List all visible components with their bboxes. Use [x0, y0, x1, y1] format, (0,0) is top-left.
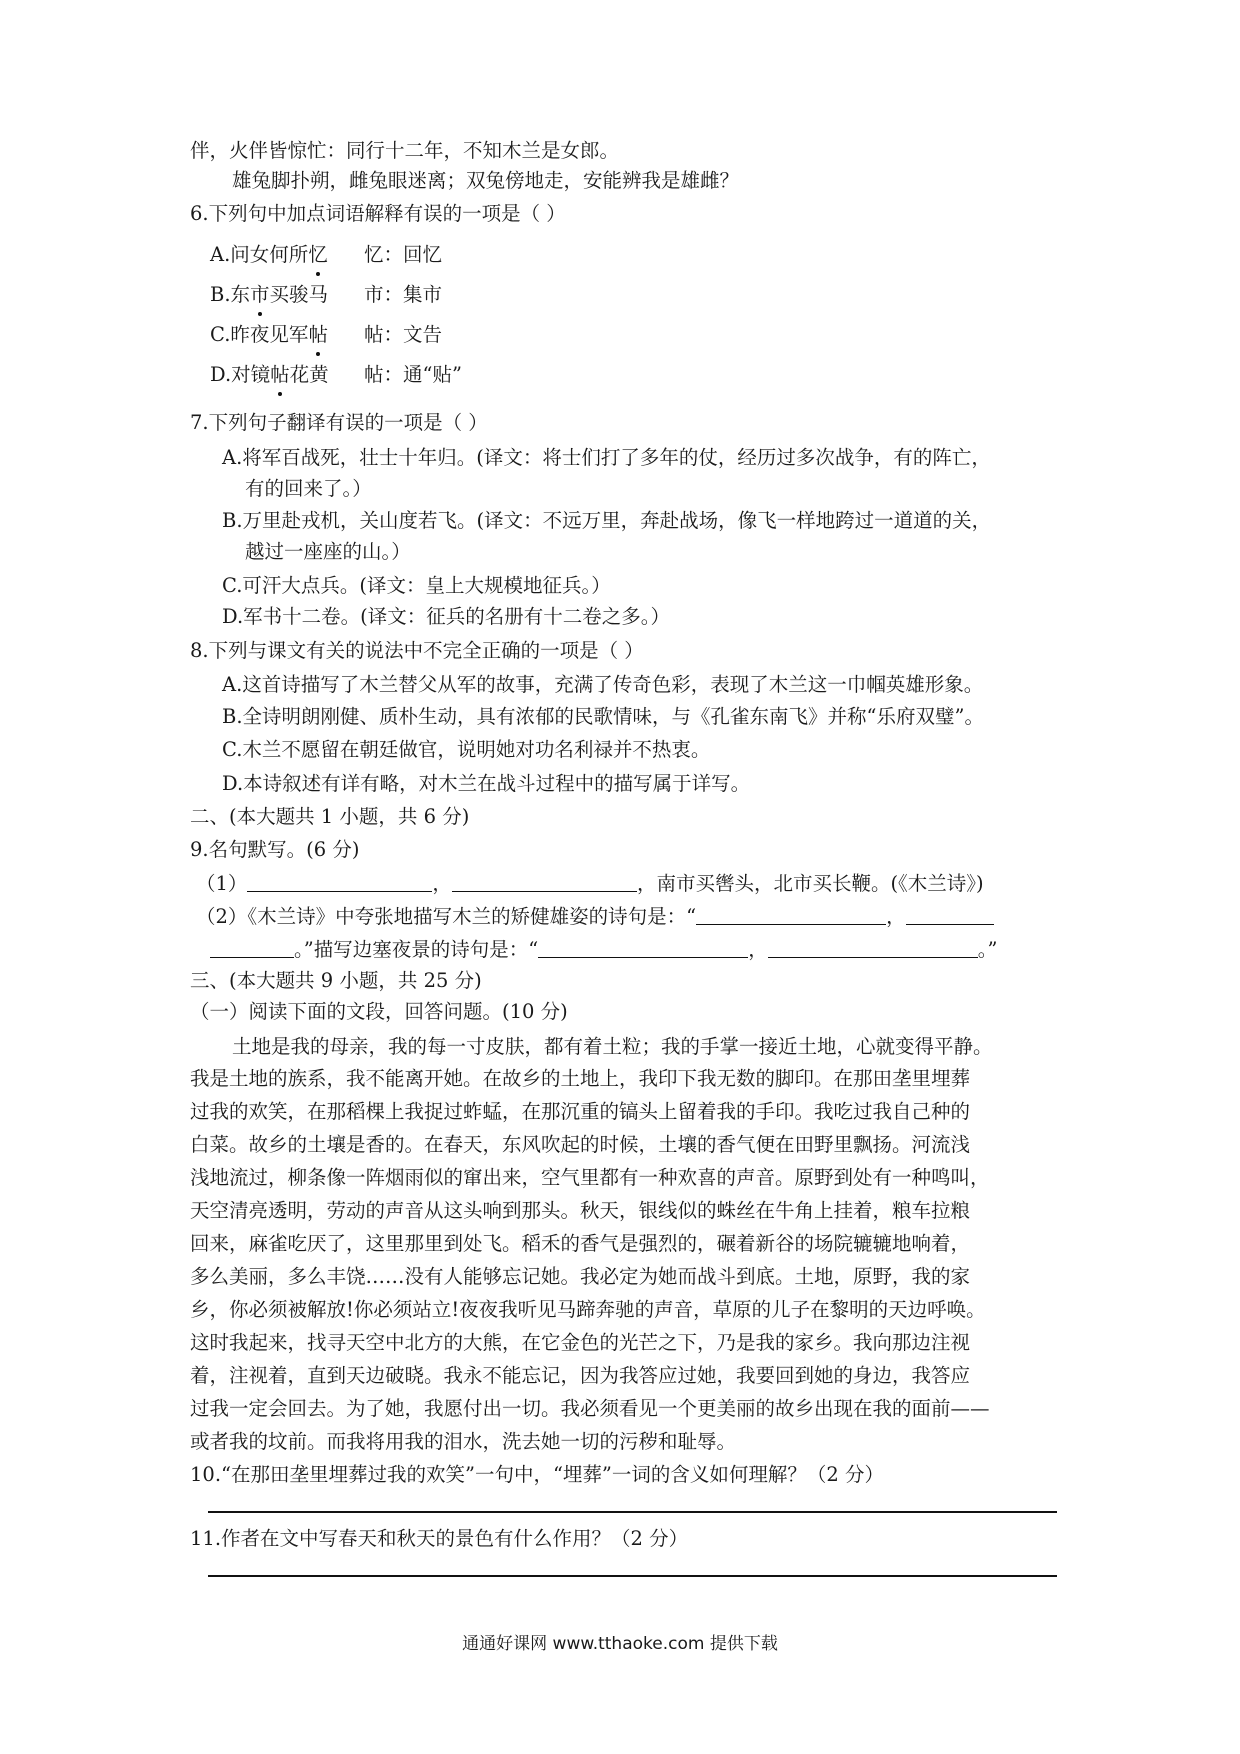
passage-line: 过我一定会回去。为了她，我愿付出一切。我必须看见一个更美丽的故乡出现在我的面前—— [190, 1397, 990, 1420]
passage-line: 我是土地的族系，我不能离开她。在故乡的土地上，我印下我无数的脚印。在那田垄里埋葬 [190, 1067, 971, 1090]
q7-option-c: C.可汗大点兵。(译文：皇上大规模地征兵。） [222, 574, 611, 597]
q6-option-d-gloss: 帖：通“贴” [364, 363, 462, 386]
q10-stem: 10.“在那田垄里埋葬过我的欢笑”一句中，“埋葬”一词的含义如何理解？（2 分） [190, 1463, 884, 1486]
q6-option-d: D.对镜帖花黄 [210, 360, 329, 390]
q6-stem: 6.下列句中加点词语解释有误的一项是（ ） [190, 202, 566, 225]
section-2-heading: 二、(本大题共 1 小题，共 6 分) [190, 805, 470, 828]
poem-line-2: 雄兔脚扑朔，雌兔眼迷离；双兔傍地走，安能辨我是雄雌？ [232, 169, 740, 192]
q6-option-b: B.东市买骏马 [210, 280, 328, 310]
answer-blank[interactable] [768, 937, 978, 958]
answer-blank[interactable] [538, 937, 748, 958]
q8-option-c: C.木兰不愿留在朝廷做官，说明她对功名利禄并不热衷。 [222, 738, 711, 761]
poem-line-1: 伴，火伴皆惊忙：同行十二年，不知木兰是女郎。 [190, 139, 620, 162]
q11-stem: 11.作者在文中写春天和秋天的景色有什么作用？（2 分） [190, 1527, 689, 1550]
q6-option-c: C.昨夜见军帖 [210, 320, 328, 350]
q7-option-a-cont: 有的回来了。） [245, 477, 372, 500]
q7-option-b-cont: 越过一座座的山。） [245, 540, 411, 563]
q6-option-c-gloss: 帖：文告 [364, 323, 443, 346]
q6-option-b-gloss: 市：集市 [364, 283, 443, 306]
passage-line: 天空清亮透明，劳动的声音从这头响到那头。秋天，银线似的蛛丝在牛角上挂着，粮车拉粮 [190, 1199, 971, 1222]
q9-part-1: （1） ， ，南市买辔头，北市买长鞭。(《木兰诗》) [196, 872, 984, 895]
passage-line: 白菜。故乡的土壤是香的。在春天，东风吹起的时候，土壤的香气便在田野里飘扬。河流浅 [190, 1133, 971, 1156]
q8-option-d: D.本诗叙述有详有略，对木兰在战斗过程中的描写属于详写。 [222, 772, 751, 795]
section-3-heading: 三、(本大题共 9 小题，共 25 分) [190, 969, 482, 992]
passage-line: 乡，你必须被解放!你必须站立!夜夜我听见马蹄奔驰的声音，草原的儿子在黎明的天边呼唤。 [190, 1298, 986, 1321]
emphasis-dot-word: 帖 [308, 320, 328, 350]
q7-option-b: B.万里赴戎机，关山度若飞。(译文：不远万里，奔赴战场，像飞一样地跨过一道道的关， [222, 509, 992, 532]
passage-line: 回来，麻雀吃厌了，这里那里到处飞。稻禾的香气是强烈的，碾着新谷的场院辘辘地响着， [190, 1232, 971, 1255]
q7-stem: 7.下列句子翻译有误的一项是（ ） [190, 411, 488, 434]
passage-line: 多么美丽，多么丰饶……没有人能够忘记她。我必定为她而战斗到底。土地，原野，我的家 [190, 1265, 971, 1288]
answer-blank[interactable] [696, 904, 886, 925]
passage-line: 着，注视着，直到天边破晓。我永不能忘记，因为我答应过她，我要回到她的身边，我答应 [190, 1364, 971, 1387]
q7-option-a: A.将军百战死，壮士十年归。(译文：将士们打了多年的仗，经历过多次战争，有的阵亡， [222, 446, 991, 469]
answer-line[interactable] [208, 1575, 1057, 1577]
passage-line: 或者我的坟前。而我将用我的泪水，洗去她一切的污秽和耻辱。 [190, 1430, 737, 1453]
q9-part-2-cont: 。”描写边塞夜景的诗句是：“ ， 。” [210, 935, 997, 965]
q7-option-d: D.军书十二卷。(译文：征兵的名册有十二卷之多。） [222, 605, 670, 628]
reading-part-1-instruction: （一）阅读下面的文段，回答问题。(10 分) [190, 1000, 568, 1023]
q9-stem: 9.名句默写。(6 分) [190, 838, 360, 861]
answer-blank[interactable] [452, 871, 637, 892]
q8-option-a: A.这首诗描写了木兰替父从军的故事，充满了传奇色彩，表现了木兰这一巾帼英雄形象。 [222, 673, 984, 696]
passage-line: 这时我起来，找寻天空中北方的大熊，在它金色的光芒之下，乃是我的家乡。我向那边注视 [190, 1331, 971, 1354]
emphasis-dot-word: 市 [250, 280, 270, 310]
q9-part-2: （2）《木兰诗》中夸张地描写木兰的矫健雄姿的诗句是：“ ， [196, 902, 994, 932]
answer-blank[interactable] [247, 871, 432, 892]
emphasis-dot-word: 忆 [308, 240, 328, 270]
passage-line: 过我的欢笑，在那稻棵上我捉过蚱蜢，在那沉重的镐头上留着我的手印。我吃过我自己种的 [190, 1100, 971, 1123]
q6-option-a: A.问女何所忆 [210, 240, 328, 270]
q8-stem: 8.下列与课文有关的说法中不完全正确的一项是（ ） [190, 639, 644, 662]
answer-blank[interactable] [906, 904, 994, 925]
emphasis-dot-word: 帖 [270, 360, 290, 390]
passage-line: 土地是我的母亲，我的每一寸皮肤，都有着土粒；我的手掌一接近土地，心就变得平静。 [232, 1035, 993, 1058]
passage-line: 浅地流过，柳条像一阵烟雨似的窜出来，空气里都有一种欢喜的声音。原野到处有一种鸣叫， [190, 1166, 990, 1189]
q8-option-b: B.全诗明朗刚健、质朴生动，具有浓郁的民歌情味，与《孔雀东南飞》并称“乐府双璧”。 [222, 705, 984, 728]
answer-blank[interactable] [210, 937, 294, 958]
q6-option-a-gloss: 忆：回忆 [364, 243, 443, 266]
answer-line[interactable] [208, 1511, 1057, 1513]
footer-source-note: 通通好课网 www.tthaoke.com 提供下载 [462, 1634, 778, 1654]
